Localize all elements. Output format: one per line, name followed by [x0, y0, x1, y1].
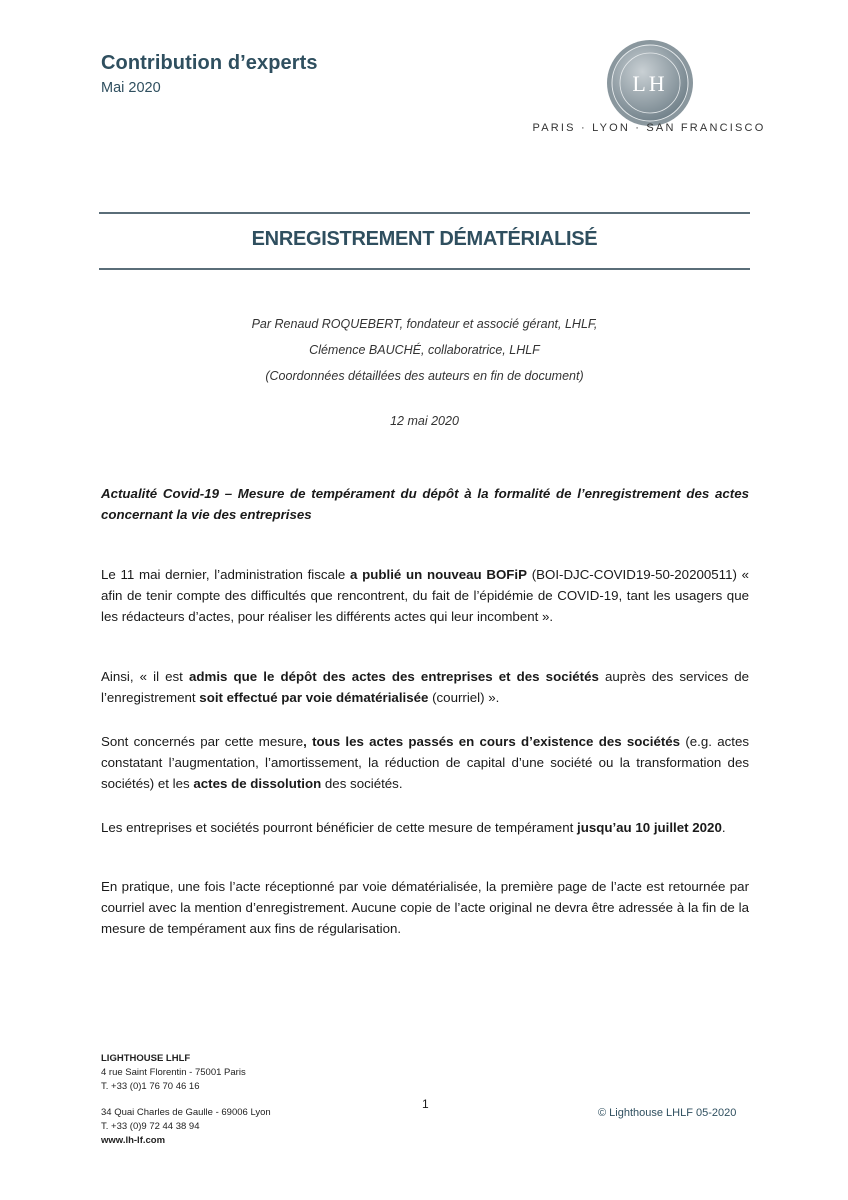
office-cities: PARIS · LYON · SAN FRANCISCO — [532, 122, 766, 134]
author-line-1: Par Renaud ROQUEBERT, fondateur et associé gérant, LHLF, — [251, 317, 598, 331]
footer-paris — [101, 1052, 246, 1094]
footer-copyright: © Lighthouse LHLF 05-2020 — [598, 1107, 737, 1119]
paragraph-2: Ainsi, « il est admis que le dépôt des actes des entreprises et des sociétés auprès des services de l’enregistrement soit effectué par voie dématérialisée (courriel) ». — [101, 669, 749, 705]
document-title: ENREGISTREMENT DÉMATÉRIALISÉ — [251, 228, 598, 250]
header-date: Mai 2020 — [101, 80, 161, 96]
author-line-2: Clémence BAUCHÉ, collaboratrice, LHLF — [309, 343, 540, 357]
footer-lyon — [101, 1106, 271, 1148]
footer-website[interactable]: www.lh-lf.com — [101, 1135, 166, 1146]
title-rule-bottom — [99, 268, 750, 270]
paragraph-3: Sont concernés par cette mesure, tous les actes passés en cours d’existence des sociétés (e.g. actes constatant l’augmentation, l’amortissement, la réduction de capital d’une société ou la transformation des sociétés) et les actes de dissolution des sociétés. — [101, 734, 749, 791]
author-note: (Coordonnées détaillées des auteurs en fin de document) — [265, 369, 584, 383]
paragraph-1: Le 11 mai dernier, l’administration fiscale a publié un nouveau BOFiP (BOI-DJC-COVID19-50-20200511) « afin de tenir compte des difficultés que rencontrent, du fait de l’épidémie de COVID-19, tant les usagers que les rédacteurs d’actes, pour réaliser les différents actes qui leur incombent ». — [101, 567, 749, 624]
footer-firm: LIGHTHOUSE LHLF — [101, 1053, 191, 1064]
title-rule-top — [99, 212, 750, 214]
logo-text: LH — [632, 71, 668, 96]
firm-logo-icon — [605, 38, 695, 128]
page-number: 1 — [422, 1097, 429, 1111]
footer-paris-phone: T. +33 (0)1 76 70 46 16 — [101, 1081, 200, 1092]
footer-paris-address: 4 rue Saint Florentin - 75001 Paris — [101, 1067, 246, 1078]
paragraph-4: Les entreprises et sociétés pourront bénéficier de cette mesure de tempérament jusqu’au 10 juillet 2020. — [101, 820, 726, 835]
footer-lyon-address: 34 Quai Charles de Gaulle - 69006 Lyon — [101, 1107, 271, 1118]
lead-paragraph: Actualité Covid-19 – Mesure de tempérament du dépôt à la formalité de l’enregistrement des actes concernant la vie des entreprises — [101, 486, 749, 522]
paragraph-5: En pratique, une fois l’acte réceptionné par voie dématérialisée, la première page de l’acte est retournée par courriel avec la mention d’enregistrement. Aucune copie de l’acte original ne devra être adressée à la fin de la mesure de tempérament aux fins de régularisation. — [101, 879, 749, 936]
header-title: Contribution d’experts — [101, 52, 318, 74]
document-date: 12 mai 2020 — [390, 414, 459, 428]
footer-lyon-phone: T. +33 (0)9 72 44 38 94 — [101, 1121, 200, 1132]
